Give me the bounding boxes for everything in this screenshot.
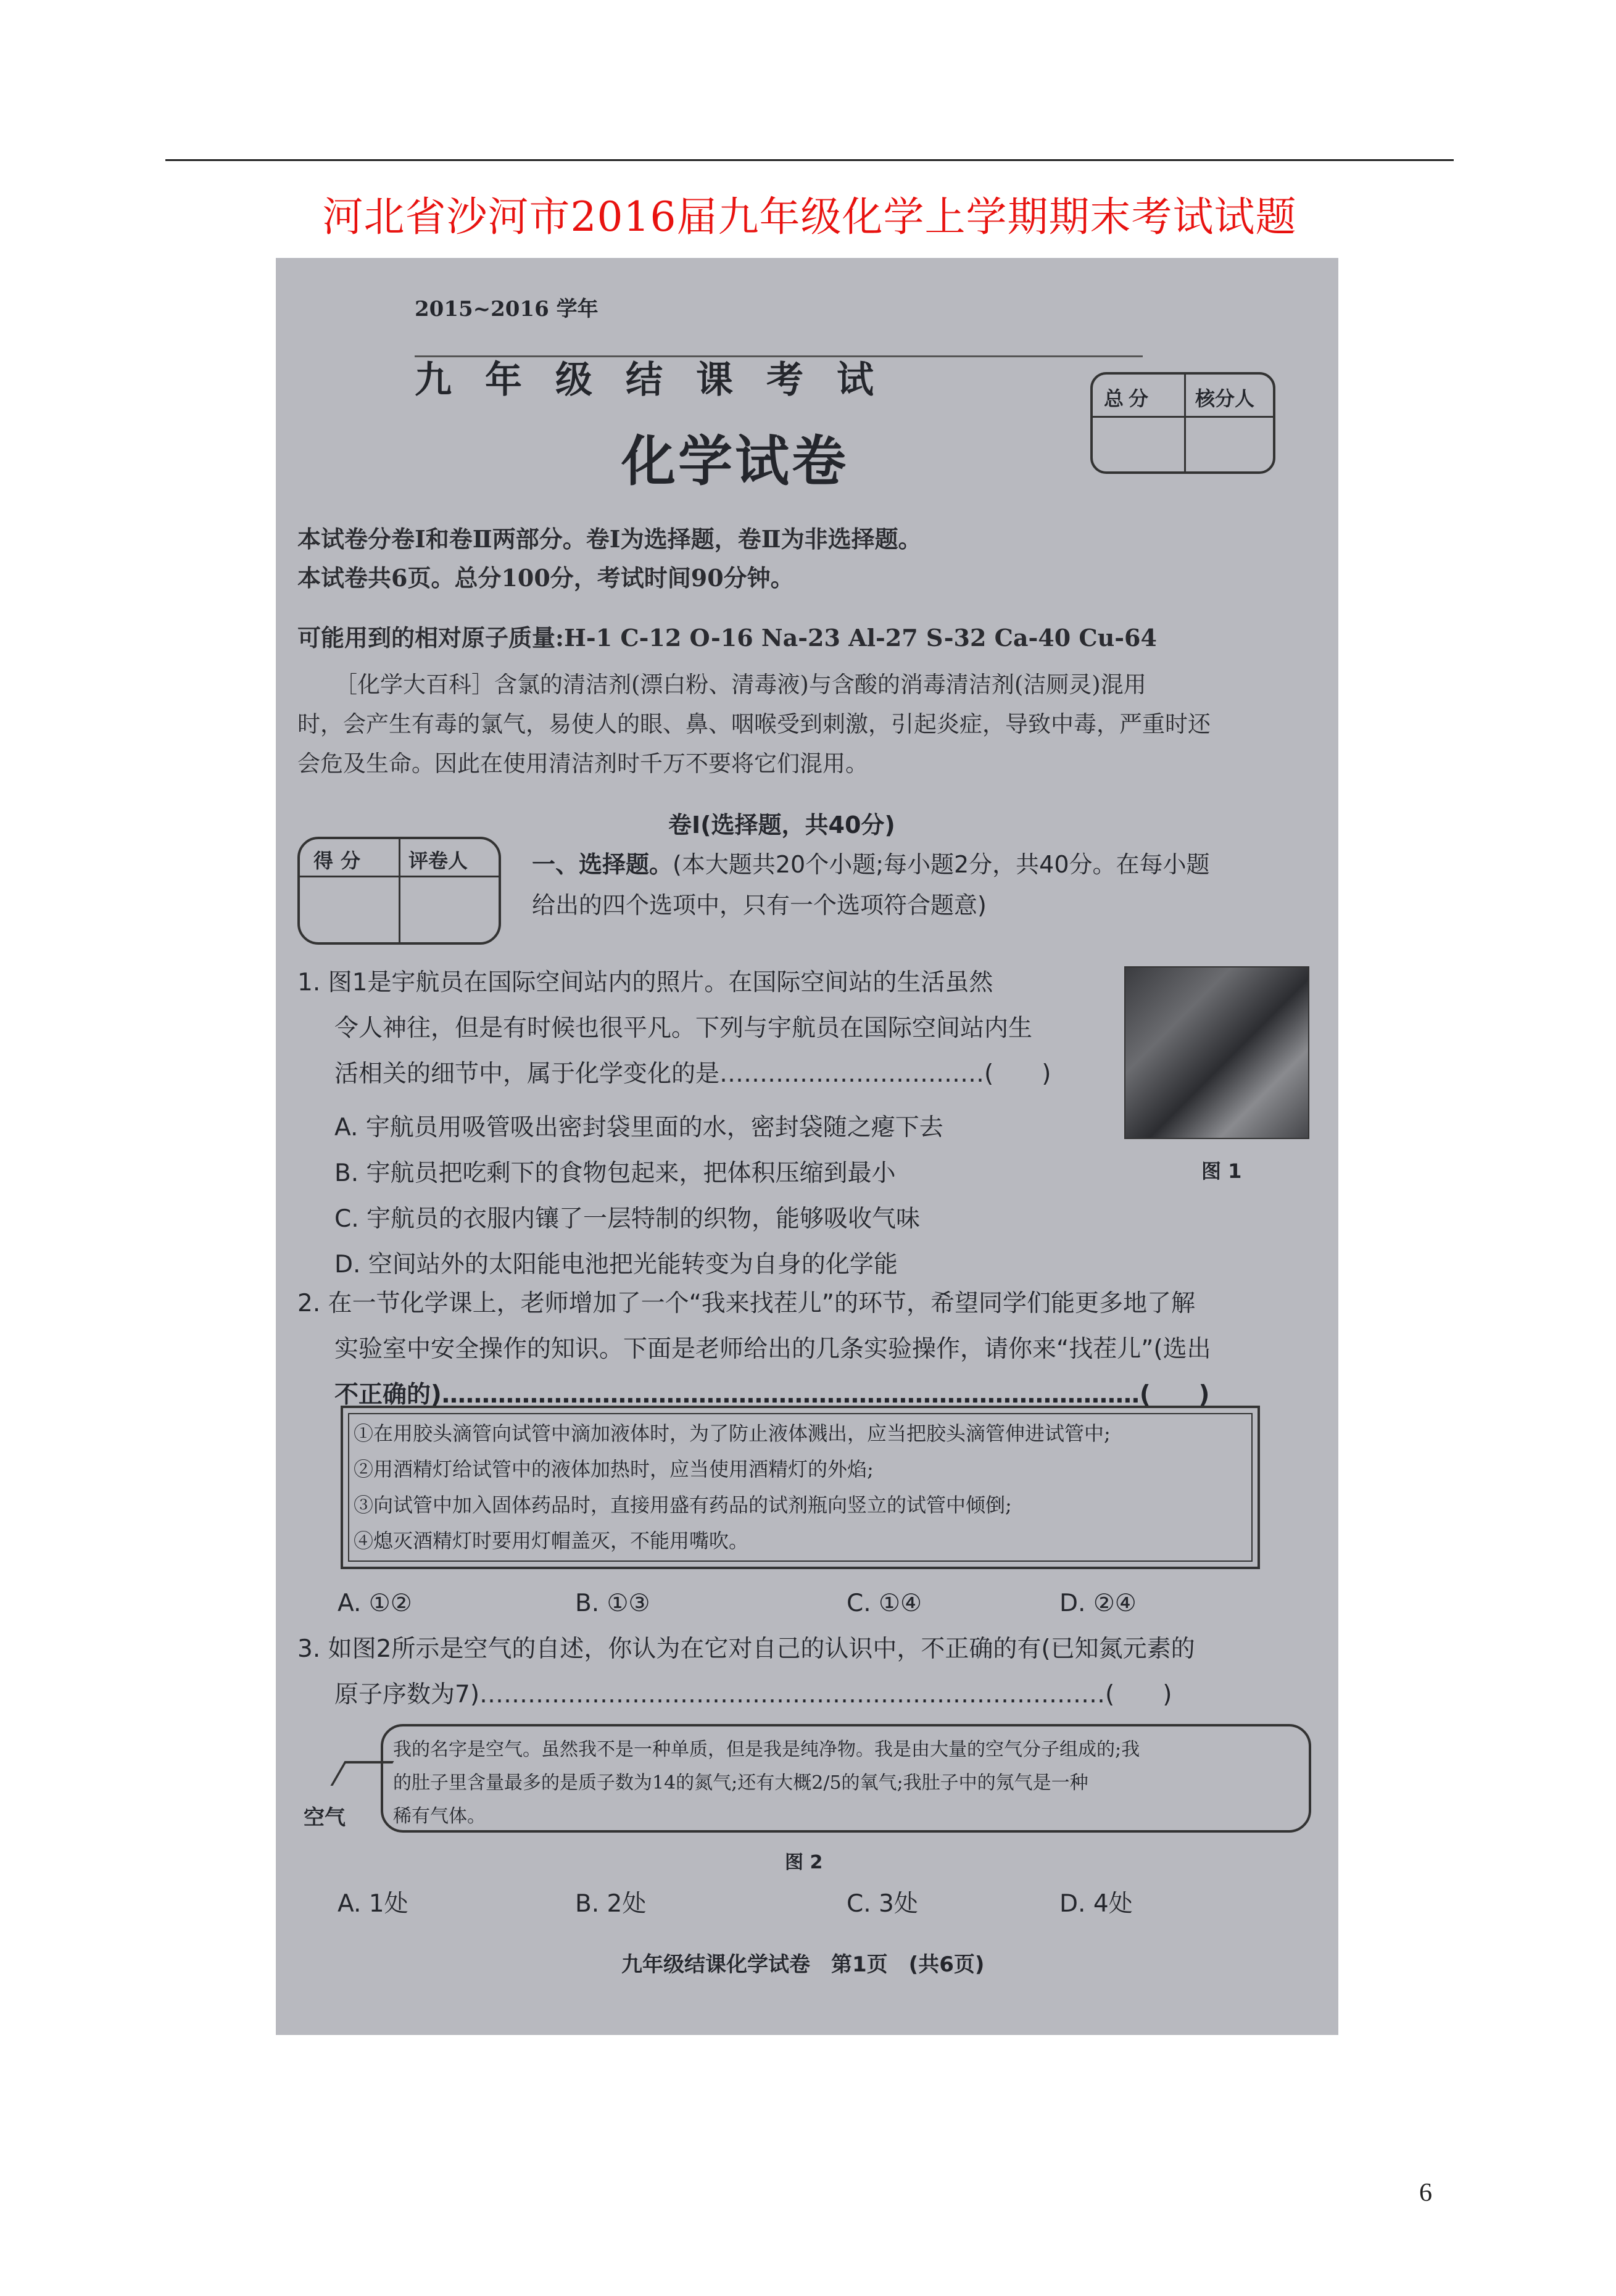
q1-line-3: 活相关的细节中，属于化学变化的是……………………………( ) <box>334 1060 1051 1088</box>
encyclopedia-line-3: 会危及生命。因此在使用清洁剂时千万不要将它们混用。 <box>297 750 868 777</box>
q2-option-a: A. ①② <box>338 1589 412 1617</box>
q3-option-c: C. 3处 <box>847 1890 918 1918</box>
operation-4: ④熄灭酒精灯时要用灯帽盖灭，不能用嘴吹。 <box>354 1529 749 1552</box>
q2-option-c: C. ①④ <box>847 1589 922 1617</box>
operation-1: ①在用胶头滴管向试管中滴加液体时，为了防止液体溅出，应当把胶头滴管伸进试管中; <box>354 1422 1111 1445</box>
astronaut-photo <box>1124 966 1309 1139</box>
figure-1-caption: 图 1 <box>1201 1159 1242 1183</box>
part-one-heading: 一、选择题。 <box>532 851 673 878</box>
part-one-line-2: 给出的四个选项中，只有一个选项符合题意) <box>532 892 987 919</box>
total-score-box <box>1090 372 1275 474</box>
intro-line-2: 本试卷共6页。总分100分，考试时间90分钟。 <box>297 564 794 592</box>
score-label: 得分 <box>313 849 368 872</box>
q1-option-b: B. 宇航员把吃剩下的食物包起来，把体积压缩到最小 <box>334 1159 896 1187</box>
q3-line-1: 3. 如图2所示是空气的自述，你认为在它对自己的认识中，不正确的有(已知氮元素的 <box>297 1635 1195 1663</box>
section-title: 卷Ⅰ(选择题，共40分) <box>668 811 895 839</box>
scan-footer: 九年级结课化学试卷 第1页 (共6页) <box>621 1952 985 1977</box>
q2-line-3: 不正确的)……………………………………………………………………………( ) <box>334 1381 1210 1409</box>
scanned-exam-page <box>276 258 1338 2035</box>
top-rule <box>165 159 1454 161</box>
document-title: 河北省沙河市2016届九年级化学上学期期末考试试题 <box>322 193 1297 241</box>
bubble-line-1: 我的名字是空气。虽然我不是一种单质，但是我是纯净物。我是由大量的空气分子组成的;我 <box>393 1739 1140 1760</box>
q2-option-d: D. ②④ <box>1059 1589 1137 1617</box>
q3-option-d: D. 4处 <box>1059 1890 1133 1918</box>
q1-line-2: 令人神往，但是有时候也很平凡。下列与宇航员在国际空间站内生 <box>334 1014 1033 1042</box>
school-year: 2015~2016 学年 <box>415 297 599 321</box>
operation-3: ③向试管中加入固体药品时，直接用盛有药品的试剂瓶向竖立的试管中倾倒; <box>354 1493 1012 1517</box>
page-number: 6 <box>1419 2179 1432 2207</box>
atomic-masses: 可能用到的相对原子质量:H-1 C-12 O-16 Na-23 Al-27 S-32 Ca-40 Cu-64 <box>297 624 1157 652</box>
grader-label: 评卷人 <box>408 849 468 872</box>
q2-line-2: 实验室中安全操作的知识。下面是老师给出的几条实验操作，请你来“找茬儿”(选出 <box>334 1335 1211 1363</box>
grader-box <box>297 837 501 945</box>
q3-line-2: 原子序数为7)……………………………………………………………………( ) <box>334 1681 1172 1709</box>
intro-line-1: 本试卷分卷Ⅰ和卷Ⅱ两部分。卷Ⅰ为选择题，卷Ⅱ为非选择题。 <box>297 525 922 553</box>
q3-option-a: A. 1处 <box>338 1890 408 1918</box>
q3-option-b: B. 2处 <box>575 1890 647 1918</box>
q1-option-d: D. 空间站外的太阳能电池把光能转变为自身的化学能 <box>334 1251 898 1279</box>
bubble-line-3: 稀有气体。 <box>393 1805 486 1827</box>
q1-option-c: C. 宇航员的衣服内镶了一层特制的织物，能够吸收气味 <box>334 1205 921 1233</box>
total-score-label: 总分 <box>1104 387 1154 410</box>
part-one-instructions <box>532 844 1210 926</box>
exam-title: 九年级结课考试 <box>415 358 907 402</box>
q1-line-1: 1. 图1是宇航员在国际空间站内的照片。在国际空间站的生活虽然 <box>297 969 993 997</box>
bubble-line-2: 的肚子里含量最多的是质子数为14的氮气;还有大概2/5的氧气;我肚子中的氖气是一种 <box>393 1772 1088 1794</box>
encyclopedia-line-2: 时，会产生有毒的氯气，易使人的眼、鼻、咽喉受到刺激，引起炎症，导致中毒，严重时还 <box>297 711 1211 737</box>
speaker-label: 空气 <box>304 1805 346 1830</box>
q1-option-a: A. 宇航员用吸管吸出密封袋里面的水，密封袋随之瘪下去 <box>334 1114 943 1142</box>
paper-title: 化学试卷 <box>621 429 849 493</box>
figure-2-caption: 图 2 <box>785 1852 823 1873</box>
part-one-line-1: (本大题共20个小题;每小题2分，共40分。在每小题 <box>673 851 1210 878</box>
checker-label: 核分人 <box>1195 387 1255 410</box>
q2-line-1: 2. 在一节化学课上，老师增加了一个“我来找茬儿”的环节，希望同学们能更多地了解 <box>297 1290 1196 1317</box>
operation-2: ②用酒精灯给试管中的液体加热时，应当使用酒精灯的外焰; <box>354 1457 874 1481</box>
encyclopedia-line-1: ［化学大百科］含氯的清洁剂(漂白粉、清毒液)与含酸的消毒清洁剂(洁厕灵)混用 <box>334 671 1146 698</box>
q2-option-b: B. ①③ <box>575 1589 650 1617</box>
